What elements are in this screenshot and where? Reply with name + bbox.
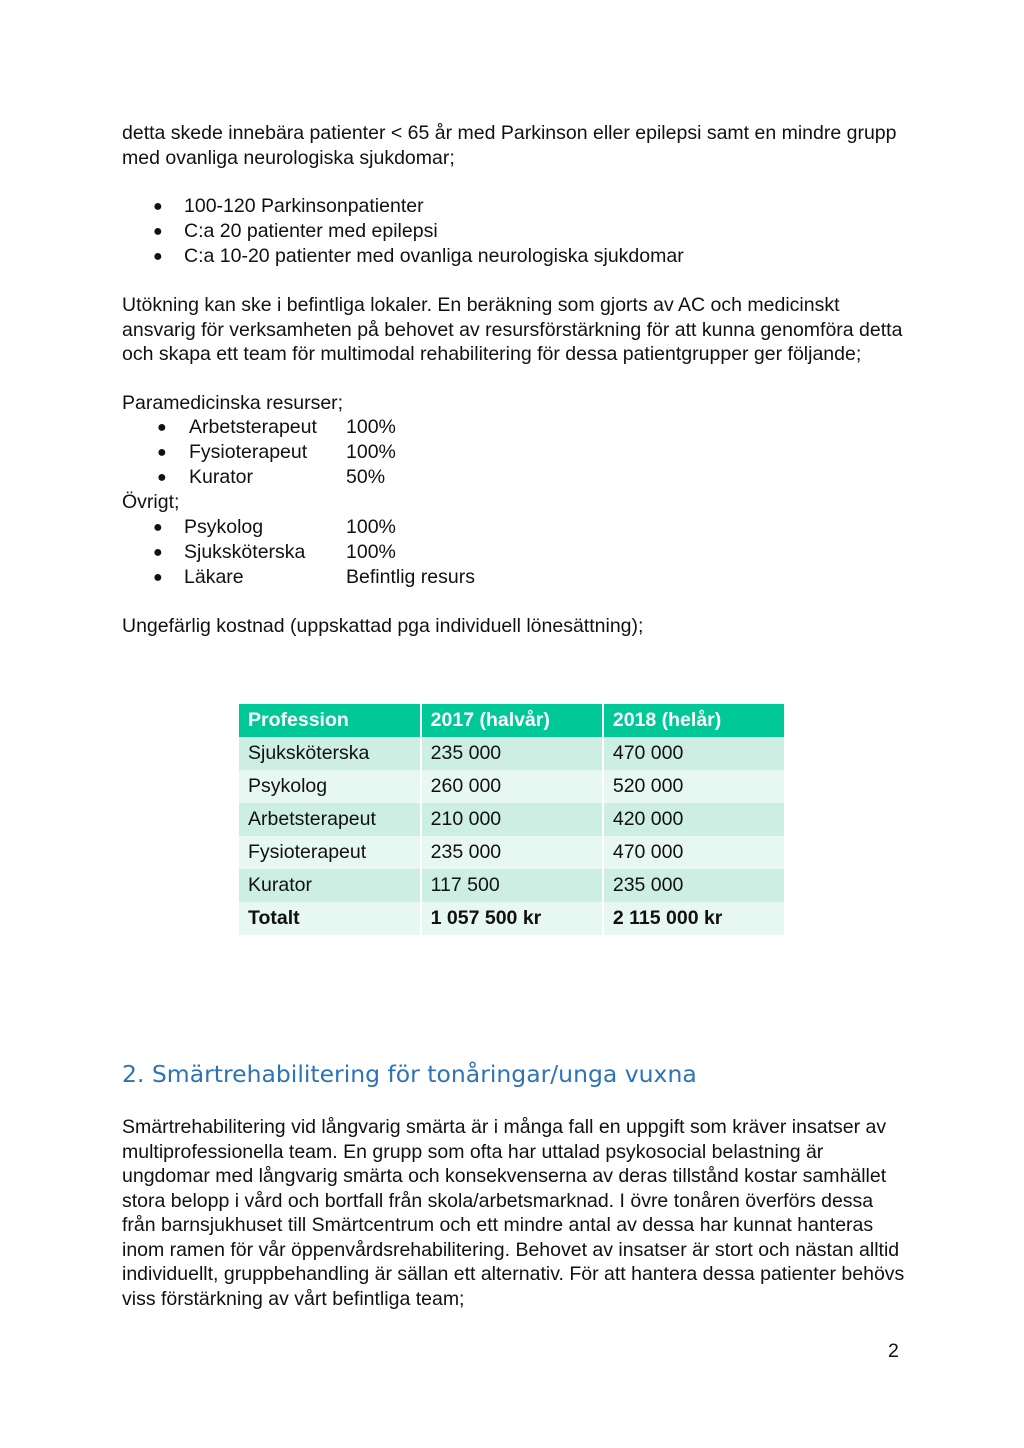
table-cell: 470 000 <box>603 836 784 869</box>
bullet-icon: ● <box>153 568 163 586</box>
table-cell: Kurator <box>239 869 421 902</box>
table-cell: 260 000 <box>421 770 603 803</box>
table-cell: 210 000 <box>421 803 603 836</box>
column-header: 2017 (halvår) <box>421 704 603 737</box>
table-cell: Fysioterapeut <box>239 836 421 869</box>
section-paragraph: Smärtrehabilitering vid långvarig smärta är i många fall en uppgift som kräver insatser av multiprofessionella team. En grupp som ofta har uttalad psykosocial belastning är ungdomar med långvarig smärta och konsekvenserna av deras tillstånd kostar samhället stora belopp i vård och bortfall från skola/arbetsmarknad. I övre tonåren överförs dessa från barnsjukhuset till Smärtcentrum och ett mindre antal av dessa har kunnat hanteras inom ramen för vår öppenvårdsrehabilitering. Behovet av insatser är stort och nästan alltid individuellt, gruppbehandling är sällan ett alternativ. För att hantera dessa patienter behövs viss förstärkning av vårt befintliga team; <box>122 1116 905 1310</box>
column-header: Profession <box>239 704 421 737</box>
section-body <box>122 1115 912 1311</box>
list-item: ● Läkare Befintlig resurs <box>153 565 475 588</box>
expansion-paragraph: Utökning kan ske i befintliga lokaler. En beräkning som gjorts av AC och medicinskt ansvarig för verksamheten på behovet av resursförstärkning för att kunna genomföra detta och skapa ett team för multimodal rehabilitering för dessa patientgrupper ger följande; <box>122 294 903 365</box>
table-row <box>239 737 784 770</box>
cost-table <box>239 704 784 935</box>
list-item: ● 100-120 Parkinsonpatienter <box>153 195 424 217</box>
table-cell: 470 000 <box>603 737 784 770</box>
list-item: ● C:a 10-20 patienter med ovanliga neurologiska sjukdomar <box>153 245 684 267</box>
patient-group-list <box>122 194 912 269</box>
list-item: ● Arbetsterapeut 100% <box>157 416 396 438</box>
paramedical-heading: Paramedicinska resurser; <box>122 391 344 414</box>
table-cell: Arbetsterapeut <box>239 803 421 836</box>
table-row <box>239 803 784 836</box>
list-item: ● Kurator 50% <box>157 466 386 488</box>
paramedical-list <box>122 415 912 490</box>
other-resources-list <box>122 515 912 590</box>
bullet-icon: ● <box>153 248 163 265</box>
page-number: 2 <box>888 1340 899 1362</box>
table-cell: 235 000 <box>421 836 603 869</box>
table-cell: 2 115 000 kr <box>603 902 784 935</box>
table-cell: 520 000 <box>603 770 784 803</box>
bullet-icon: ● <box>153 198 163 215</box>
table-cell: 420 000 <box>603 803 784 836</box>
table-cell: 235 000 <box>421 737 603 770</box>
table-row <box>239 836 784 869</box>
section-heading: 2. Smärtrehabilitering för tonåringar/unga vuxna <box>122 1060 697 1088</box>
table-cell: 117 500 <box>421 869 603 902</box>
column-header: 2018 (helår) <box>603 704 784 737</box>
table-row <box>239 869 784 902</box>
table-total-row <box>239 902 784 935</box>
bullet-icon: ● <box>153 518 163 536</box>
other-heading: Övrigt; <box>122 491 180 513</box>
bullet-icon: ● <box>153 223 163 240</box>
list-item: ● Psykolog 100% <box>153 515 396 538</box>
table-cell: 1 057 500 kr <box>421 902 603 935</box>
document-page <box>122 121 912 638</box>
table-cell: Psykolog <box>239 770 421 803</box>
bullet-icon: ● <box>157 419 167 436</box>
bullet-icon: ● <box>157 444 167 461</box>
table-row <box>239 770 784 803</box>
bullet-icon: ● <box>153 543 163 561</box>
list-item: ● Sjuksköterska 100% <box>153 540 396 563</box>
intro-paragraph: detta skede innebära patienter < 65 år med Parkinson eller epilepsi samt en mindre grupp med ovanliga neurologiska sjukdomar; <box>122 122 897 169</box>
table-cell: 235 000 <box>603 869 784 902</box>
list-item: ● Fysioterapeut 100% <box>157 441 396 463</box>
table-header-row <box>239 704 784 737</box>
bullet-icon: ● <box>157 469 167 486</box>
table-cell: Totalt <box>239 902 421 935</box>
list-item: ● C:a 20 patienter med epilepsi <box>153 220 438 242</box>
table-cell: Sjuksköterska <box>239 737 421 770</box>
cost-intro: Ungefärlig kostnad (uppskattad pga individuell lönesättning); <box>122 614 644 637</box>
